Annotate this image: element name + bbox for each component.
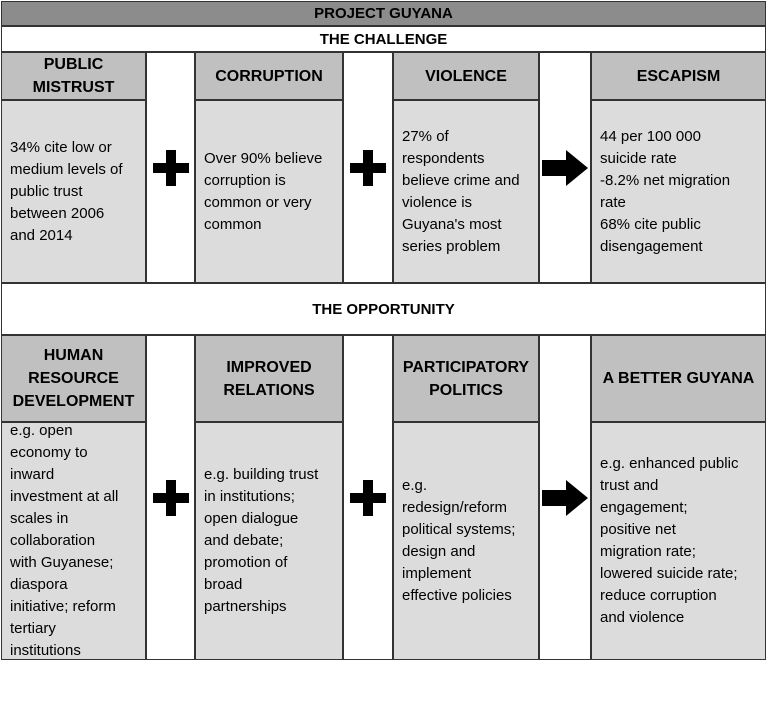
opportunity-body-improved-relations: e.g. building trust in institutions; open dialogue and debate; promotion of broad partnerships [195,422,343,660]
page-title: PROJECT GUYANA [1,1,766,26]
plus-icon [350,480,386,516]
challenge-header-escapism: ESCAPISM [591,52,766,100]
operator-plus [146,52,195,283]
operator-plus [343,52,393,283]
opportunity-body-human-resource-development: e.g. open economy to inward investment at all scales in collaboration with Guyanese; diaspora initiative; reform tertiary institutions [1,422,146,660]
operator-arrow [539,335,591,660]
operator-plus [146,335,195,660]
challenge-body-corruption: Over 90% believe corruption is common or very common [195,100,343,283]
arrow-right-icon [542,480,588,516]
plus-icon [153,150,189,186]
challenge-body-public-mistrust: 34% cite low or medium levels of public trust between 2006 and 2014 [1,100,146,283]
opportunity-header-improved-relations: IMPROVED RELATIONS [195,335,343,422]
operator-plus [343,335,393,660]
opportunity-header-a-better-guyana: A BETTER GUYANA [591,335,766,422]
plus-icon [153,480,189,516]
arrow-right-icon [542,150,588,186]
plus-icon [350,150,386,186]
operator-arrow [539,52,591,283]
challenge-header-public-mistrust: PUBLIC MISTRUST [1,52,146,100]
challenge-heading: THE CHALLENGE [1,26,766,52]
opportunity-heading: THE OPPORTUNITY [1,283,766,335]
challenge-body-violence: 27% of respondents believe crime and violence is Guyana's most series problem [393,100,539,283]
opportunity-body-participatory-politics: e.g. redesign/reform political systems; design and implement effective policies [393,422,539,660]
opportunity-header-participatory-politics: PARTICIPATORY POLITICS [393,335,539,422]
challenge-body-escapism: 44 per 100 000 suicide rate -8.2% net migration rate 68% cite public disengagement [591,100,766,283]
opportunity-body-a-better-guyana: e.g. enhanced public trust and engagement; positive net migration rate; lowered suicide rate; reduce corruption and violence [591,422,766,660]
challenge-header-violence: VIOLENCE [393,52,539,100]
opportunity-header-human-resource-development: HUMAN RESOURCE DEVELOPMENT [1,335,146,422]
challenge-header-corruption: CORRUPTION [195,52,343,100]
